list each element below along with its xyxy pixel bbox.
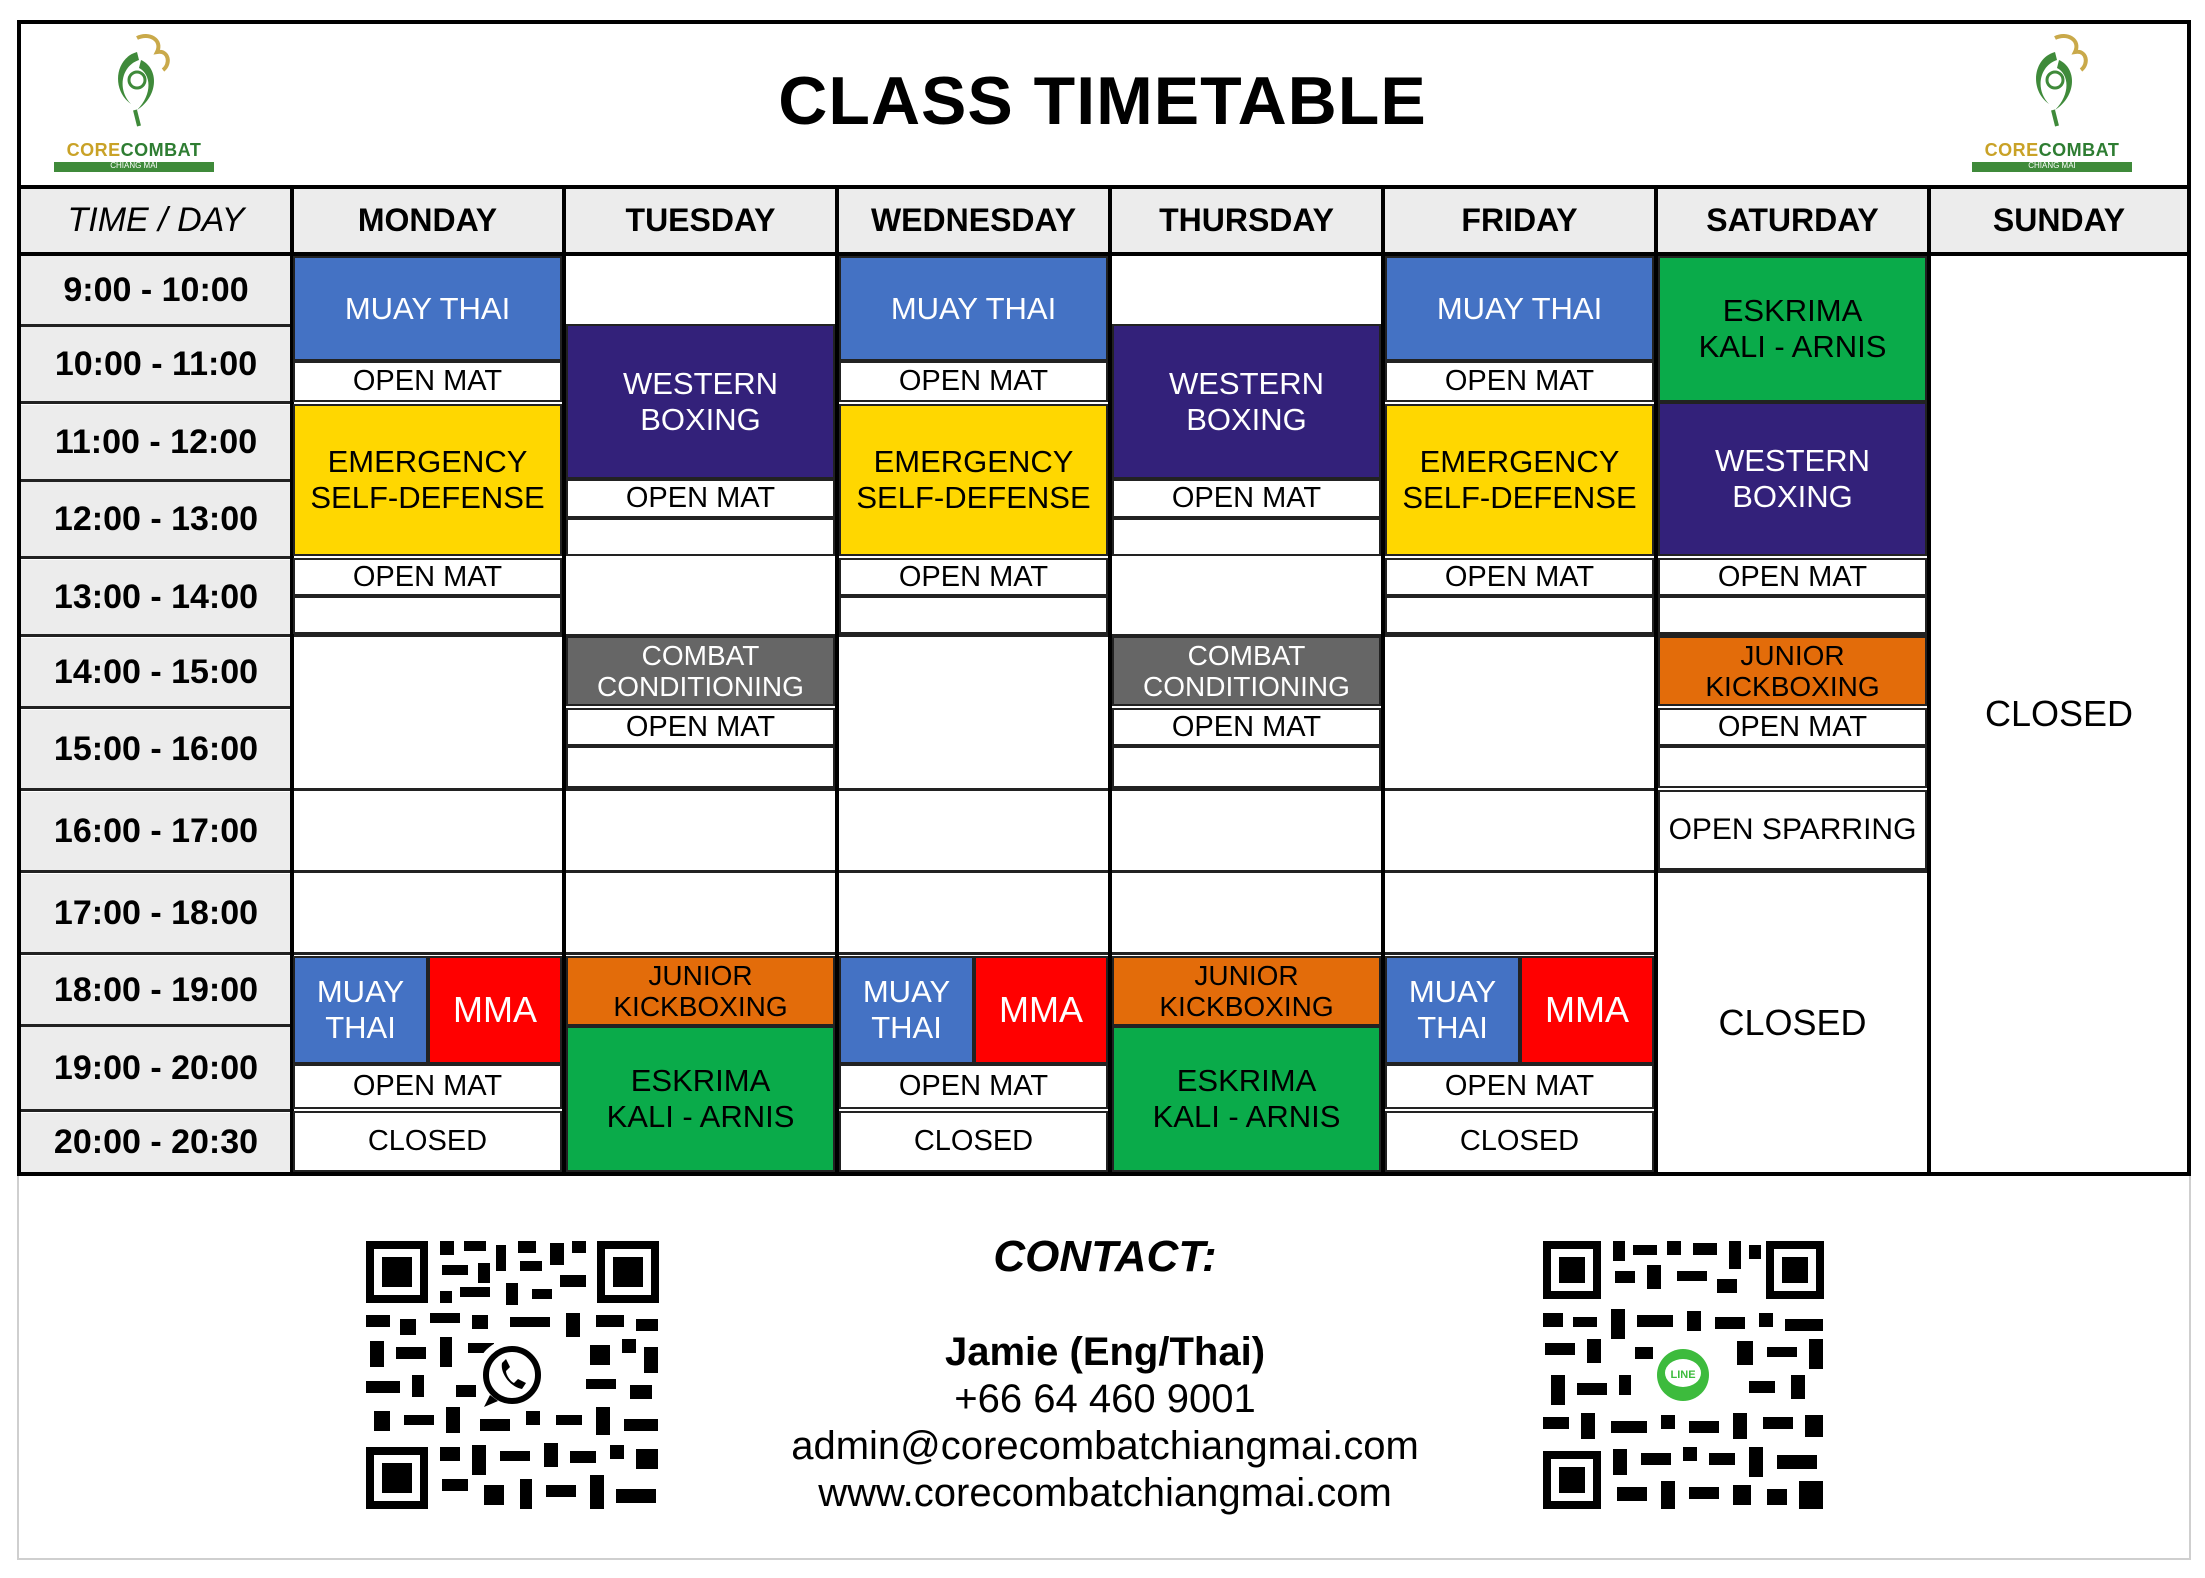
class-open-sparring: OPEN SPARRING: [1658, 790, 1927, 870]
empty-cell: [566, 746, 835, 788]
time-slot: 10:00 - 11:00: [21, 327, 291, 401]
empty-cell: [839, 596, 1108, 634]
class-label: EMERGENCY: [327, 444, 528, 479]
class-western-boxing: [566, 324, 835, 479]
time-slot: 17:00 - 18:00: [21, 874, 291, 952]
class-label: THAI: [1417, 1010, 1488, 1045]
closed-label: CLOSED: [1984, 693, 2134, 734]
logo-combat-text: COMBAT: [2038, 140, 2120, 160]
time-slot: 13:00 - 14:00: [21, 560, 291, 634]
class-open-mat: OPEN MAT: [566, 708, 835, 746]
time-slot: 20:00 - 20:30: [21, 1113, 291, 1172]
class-western-boxing: [1112, 324, 1381, 479]
class-label: JUNIOR: [1194, 960, 1299, 991]
class-muay-thai: [293, 256, 562, 361]
logo-core-text: CORE: [1984, 140, 2039, 160]
class-eskrima: [1112, 1026, 1381, 1172]
header-friday: FRIDAY: [1385, 189, 1654, 252]
class-open-mat: OPEN MAT: [1385, 361, 1654, 402]
empty-cell: [293, 596, 562, 634]
logo-combat-text: COMBAT: [120, 140, 202, 160]
contact-phone[interactable]: +66 64 460 9001: [954, 1377, 1256, 1421]
empty-cell: [566, 518, 835, 556]
class-open-mat: OPEN MAT: [839, 361, 1108, 402]
empty-cell: [1658, 746, 1927, 788]
header-monday: MONDAY: [293, 189, 562, 252]
class-muay-thai: [293, 956, 428, 1064]
class-combat-conditioning: [1112, 636, 1381, 706]
class-open-mat: OPEN MAT: [293, 558, 562, 596]
class-label: THAI: [325, 1010, 396, 1045]
class-emergency-self-defense: [1385, 404, 1654, 556]
logo-subtitle: CHIANG MAI: [110, 161, 158, 170]
class-open-mat: OPEN MAT: [1385, 1064, 1654, 1109]
class-label: MUAY THAI: [344, 290, 511, 326]
header-sunday: SUNDAY: [1931, 189, 2187, 252]
logo-right: [1970, 30, 2135, 175]
class-label: SELF-DEFENSE: [310, 480, 545, 515]
line-qr-code[interactable]: [1537, 1235, 1830, 1515]
class-junior-kickboxing: [1112, 956, 1381, 1026]
class-label: MUAY THAI: [890, 290, 1057, 326]
contact-website[interactable]: www.corecombatchiangmai.com: [818, 1471, 1392, 1515]
class-label: MUAY: [1408, 974, 1497, 1009]
class-label: SELF-DEFENSE: [856, 480, 1091, 515]
time-slot: 12:00 - 13:00: [21, 482, 291, 556]
class-label: KALI - ARNIS: [606, 1099, 795, 1134]
class-label: THAI: [871, 1010, 942, 1045]
time-slot: 15:00 - 16:00: [21, 710, 291, 788]
class-muay-thai: [1385, 956, 1520, 1064]
class-label: MMA: [1545, 989, 1629, 1030]
page-title: CLASS TIMETABLE: [778, 63, 1427, 139]
class-label: KALI - ARNIS: [1698, 329, 1887, 364]
class-mma: [974, 956, 1108, 1064]
class-label: WESTERN: [623, 365, 778, 401]
class-label: MMA: [999, 989, 1083, 1030]
logo-emblem-icon: [97, 30, 177, 130]
class-open-mat: OPEN MAT: [293, 1064, 562, 1109]
class-open-mat: OPEN MAT: [1658, 708, 1927, 746]
class-eskrima: [566, 1026, 835, 1172]
header-time-day: TIME / DAY: [21, 189, 291, 252]
line-icon: [1657, 1349, 1709, 1401]
class-label: MUAY THAI: [1436, 290, 1603, 326]
class-muay-thai: [1385, 256, 1654, 361]
empty-cell: [1112, 746, 1381, 788]
class-label: ESKRIMA: [1176, 1063, 1317, 1098]
contact-heading: CONTACT:: [993, 1232, 1217, 1281]
class-label: KICKBOXING: [613, 991, 788, 1022]
class-label: ESKRIMA: [630, 1063, 771, 1098]
header-thursday: THURSDAY: [1112, 189, 1381, 252]
class-mma: [1520, 956, 1654, 1064]
class-junior-kickboxing: [566, 956, 835, 1026]
contact-email[interactable]: admin@corecombatchiangmai.com: [791, 1424, 1419, 1468]
class-label: SELF-DEFENSE: [1402, 480, 1637, 515]
class-western-boxing: [1658, 402, 1927, 556]
logo-left: [52, 30, 217, 175]
class-muay-thai: [839, 256, 1108, 361]
class-open-mat: OPEN MAT: [839, 1064, 1108, 1109]
logo-subtitle: CHIANG MAI: [2028, 161, 2076, 170]
class-open-mat: OPEN MAT: [1112, 479, 1381, 518]
class-open-mat: OPEN MAT: [1112, 708, 1381, 746]
class-label: WESTERN: [1715, 443, 1870, 478]
class-open-mat: OPEN MAT: [566, 479, 835, 518]
header-wednesday: WEDNESDAY: [839, 189, 1108, 252]
logo-emblem-icon: [2015, 30, 2095, 130]
class-label: BOXING: [640, 401, 761, 437]
class-label: KALI - ARNIS: [1152, 1099, 1341, 1134]
time-slot: 9:00 - 10:00: [21, 256, 291, 324]
logo-core-text: CORE: [66, 140, 121, 160]
time-slot: 11:00 - 12:00: [21, 405, 291, 479]
class-label: MUAY: [316, 974, 405, 1009]
class-label: EMERGENCY: [873, 444, 1074, 479]
time-slot: 19:00 - 20:00: [21, 1027, 291, 1109]
class-eskrima: [1658, 256, 1927, 402]
class-emergency-self-defense: [839, 404, 1108, 556]
class-junior-kickboxing: [1658, 636, 1927, 706]
header-tuesday: TUESDAY: [566, 189, 835, 252]
class-label: BOXING: [1732, 479, 1853, 514]
class-combat-conditioning: [566, 636, 835, 706]
class-label: BOXING: [1186, 401, 1307, 437]
class-label: EMERGENCY: [1419, 444, 1620, 479]
contact-name: Jamie (Eng/Thai): [944, 1330, 1266, 1374]
line-icon-label: LINE: [1670, 1369, 1696, 1381]
class-label: ESKRIMA: [1722, 293, 1863, 328]
class-label: CONDITIONING: [1143, 671, 1350, 702]
class-label: KICKBOXING: [1159, 991, 1334, 1022]
class-label: COMBAT: [641, 640, 760, 671]
empty-cell: [1112, 518, 1381, 556]
class-emergency-self-defense: [293, 404, 562, 556]
class-open-mat: OPEN MAT: [1385, 558, 1654, 596]
class-muay-thai: [839, 956, 974, 1064]
class-open-mat: OPEN MAT: [839, 558, 1108, 596]
class-label: MMA: [453, 989, 537, 1030]
class-label: MUAY: [862, 974, 951, 1009]
closed-label: CLOSED: [293, 1111, 562, 1172]
time-slot: 16:00 - 17:00: [21, 792, 291, 870]
class-label: CONDITIONING: [597, 671, 804, 702]
class-label: JUNIOR: [1740, 640, 1845, 671]
empty-cell: [1658, 596, 1927, 634]
header-saturday: SATURDAY: [1658, 189, 1927, 252]
whatsapp-qr-code[interactable]: [360, 1235, 665, 1515]
class-label: JUNIOR: [648, 960, 753, 991]
class-open-mat: OPEN MAT: [293, 361, 562, 402]
class-label: WESTERN: [1169, 365, 1324, 401]
closed-label: CLOSED: [839, 1111, 1108, 1172]
class-label: COMBAT: [1187, 640, 1306, 671]
time-slot: 18:00 - 19:00: [21, 956, 291, 1024]
class-label: KICKBOXING: [1705, 671, 1880, 702]
closed-label: CLOSED: [1718, 1001, 1867, 1043]
class-open-mat: OPEN MAT: [1658, 558, 1927, 596]
empty-cell: [1385, 596, 1654, 634]
time-slot: 14:00 - 15:00: [21, 638, 291, 706]
class-mma: [428, 956, 562, 1064]
closed-label: CLOSED: [1385, 1111, 1654, 1172]
